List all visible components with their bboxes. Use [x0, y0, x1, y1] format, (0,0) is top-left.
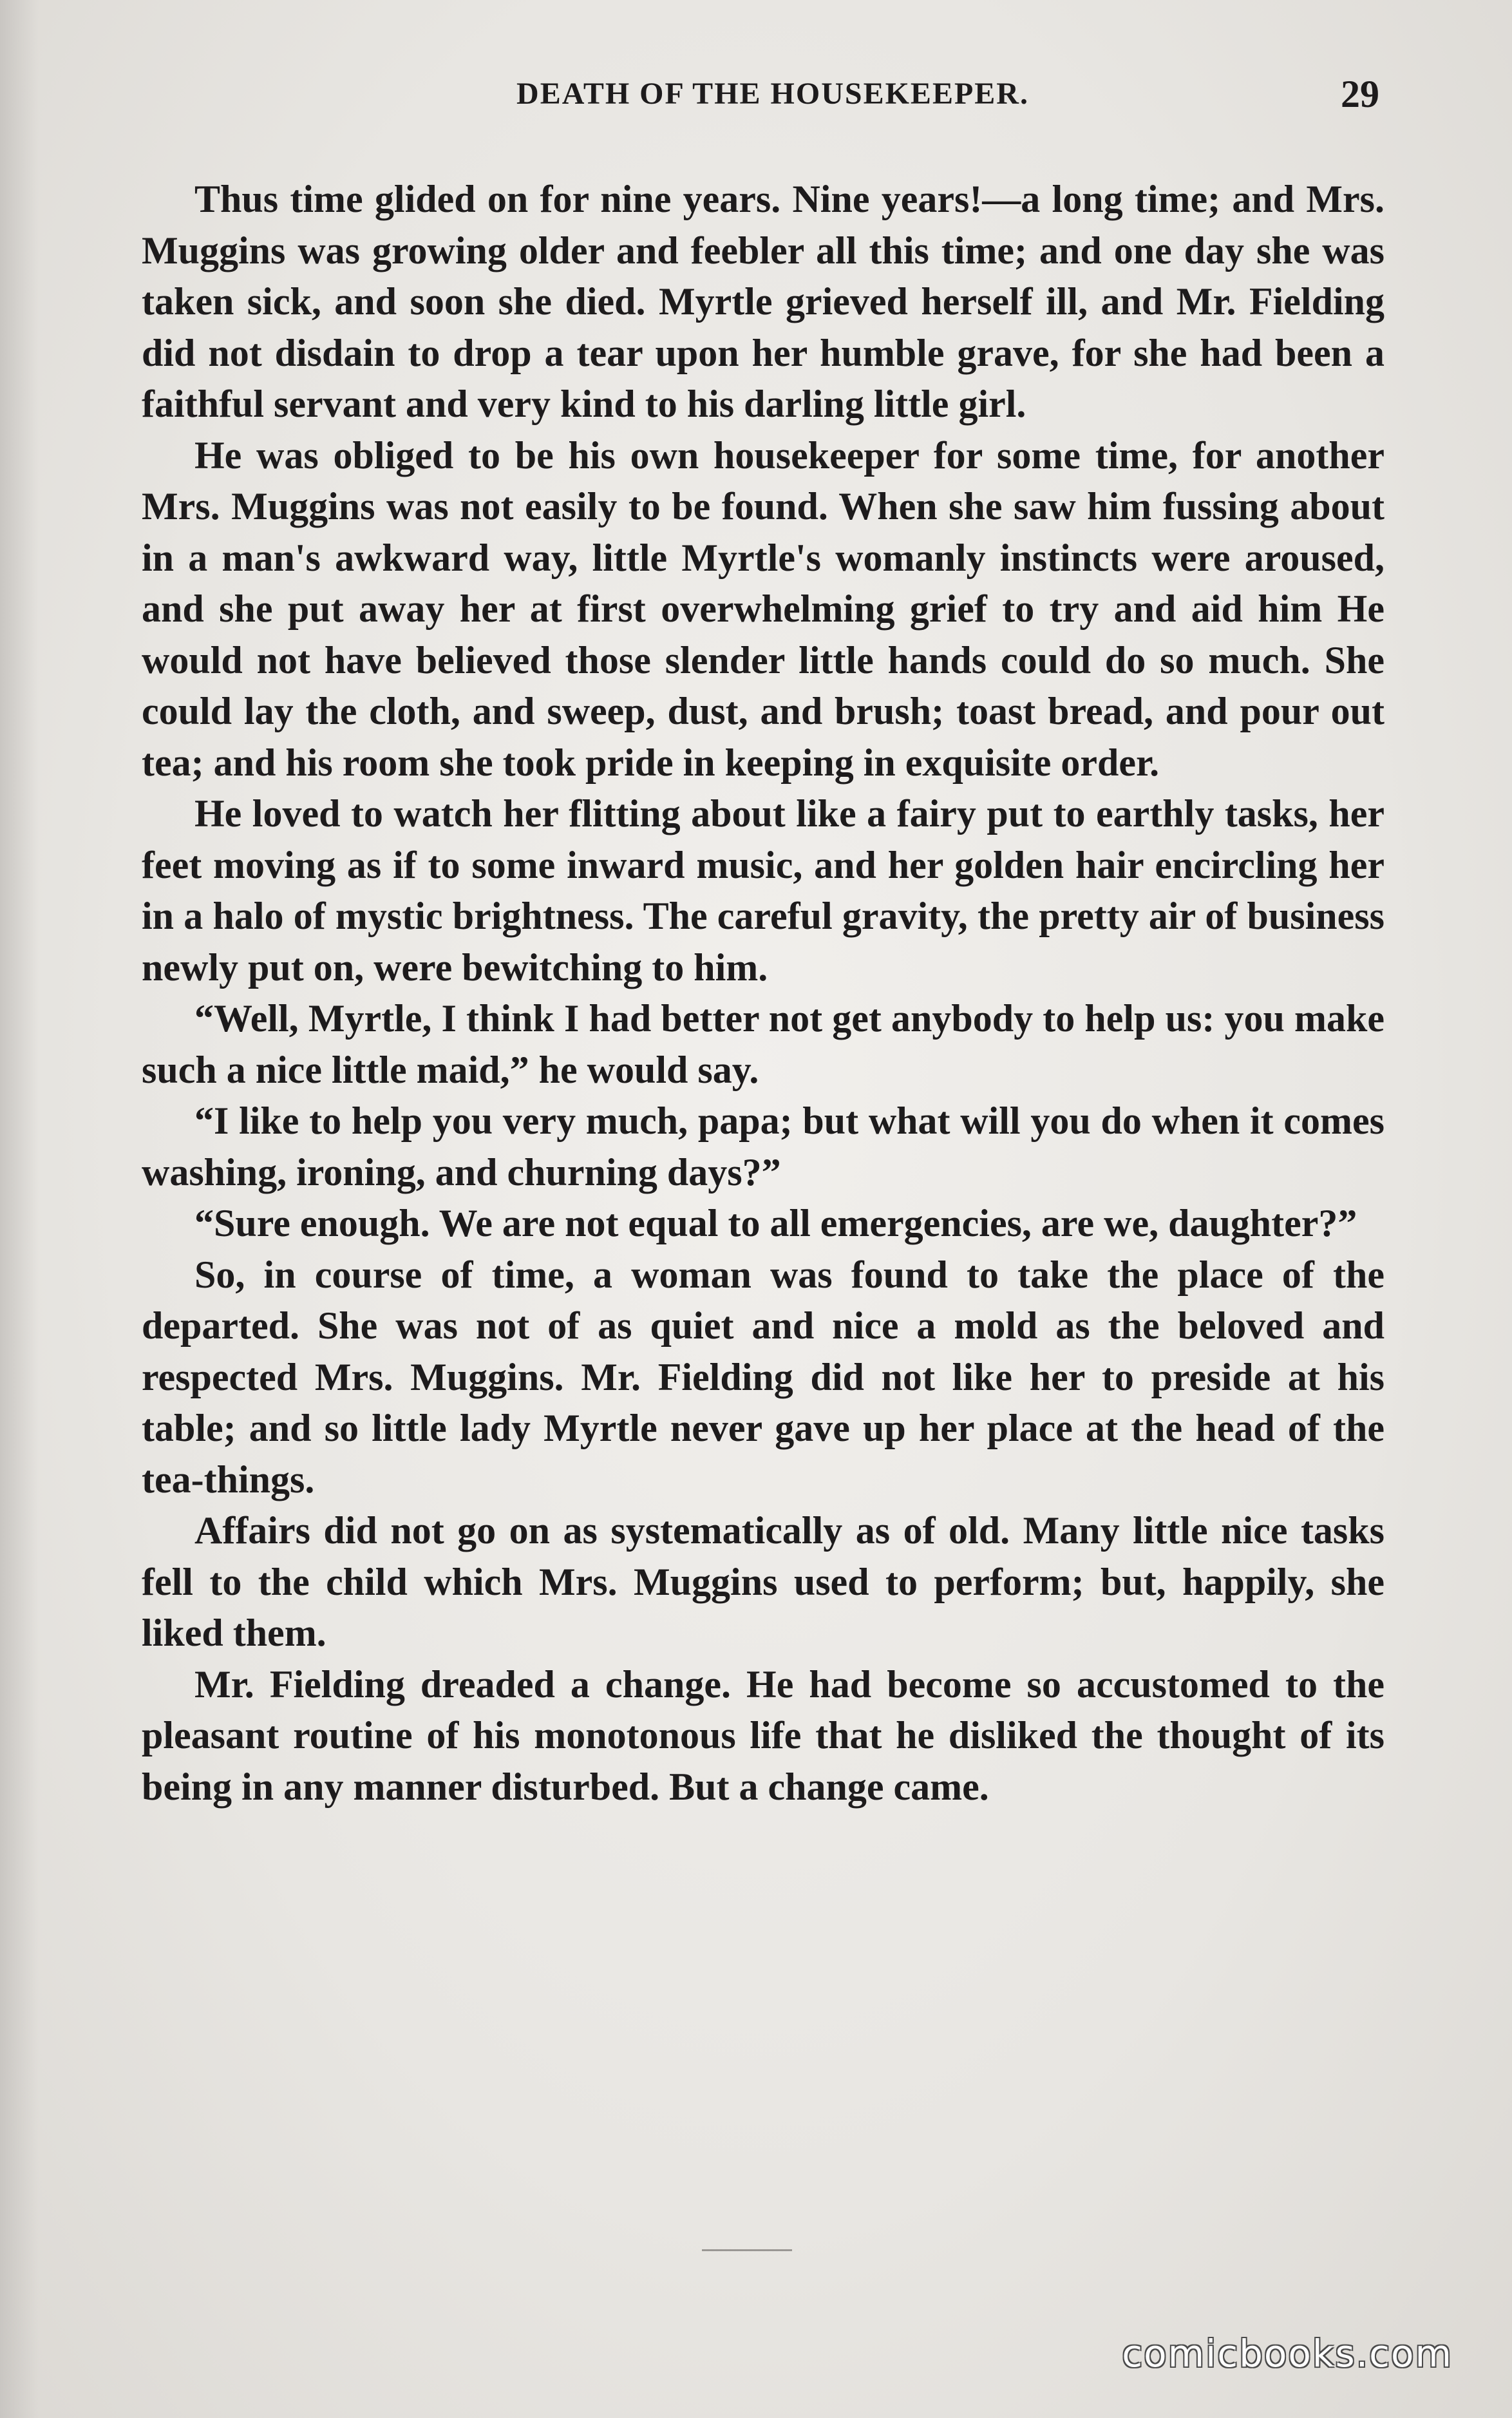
paragraph: So, in course of time, a woman was found to take the place of the departed. She was not of as quiet and nice a mold as the beloved and respected Mrs. Muggins. Mr. Fielding did not like her to preside at his table; and so little lady Myrtle never gave up her place at the head of the tea-things. — [142, 1253, 1384, 1501]
paragraph: “Well, Myrtle, I think I had better not get anybody to help us: you make such a nice little maid,” he would say. — [142, 997, 1384, 1091]
paragraph: He loved to watch her flitting about like a fairy put to earthly tasks, her feet moving as if to some inward music, and her golden hair encircling her in a halo of mystic brightness. The careful gravity, the pretty air of business newly put on, were bewitching to him. — [142, 792, 1384, 989]
paragraph: Thus time glided on for nine years. Nine years!—a long time; and Mrs. Muggins was growing older and feebler all this time; and one day she was taken sick, and soon she died. Myrtle grieved herself ill, and Mr. Fielding did not disdain to drop a tear upon her humble grave, for she had been a faithful servant and very kind to his darling little girl. — [142, 178, 1384, 425]
paragraph: He was obliged to be his own housekeeper for some time, for another Mrs. Muggins was not easily to be found. When she saw him fussing about in a man's awkward way, little Myrtle's womanly instincts were aroused, and she put away her at first overwhelming grief to try and aid him He would not have believed those slender little hands could do so much. She could lay the cloth, and sweep, dust, and brush; toast bread, and pour out tea; and his room she took pride in keeping in exquisite order. — [142, 433, 1384, 784]
paragraph: Affairs did not go on as systematically as of old. Many little nice tasks fell to the child which Mrs. Muggins used to perform; but, happily, she liked them. — [142, 1509, 1384, 1654]
watermark: comicbooks.com — [1122, 2332, 1453, 2375]
running-title: DEATH OF THE HOUSEKEEPER. — [516, 77, 1029, 111]
paragraph: “Sure enough. We are not equal to all emergencies, are we, daughter?” — [194, 1202, 1357, 1244]
ornament-rule — [702, 2249, 792, 2251]
body-text — [142, 174, 1384, 1813]
paragraph: “I like to help you very much, papa; but what will you do when it comes washing, ironing, and churning days?” — [142, 1100, 1384, 1194]
page-number: 29 — [1341, 73, 1379, 115]
paragraph: Mr. Fielding dreaded a change. He had become so accustomed to the pleasant routine of his monotonous life that he disliked the thought of its being in any manner disturbed. But a change came. — [142, 1662, 1384, 1808]
page-gutter-shadow — [0, 0, 39, 2418]
